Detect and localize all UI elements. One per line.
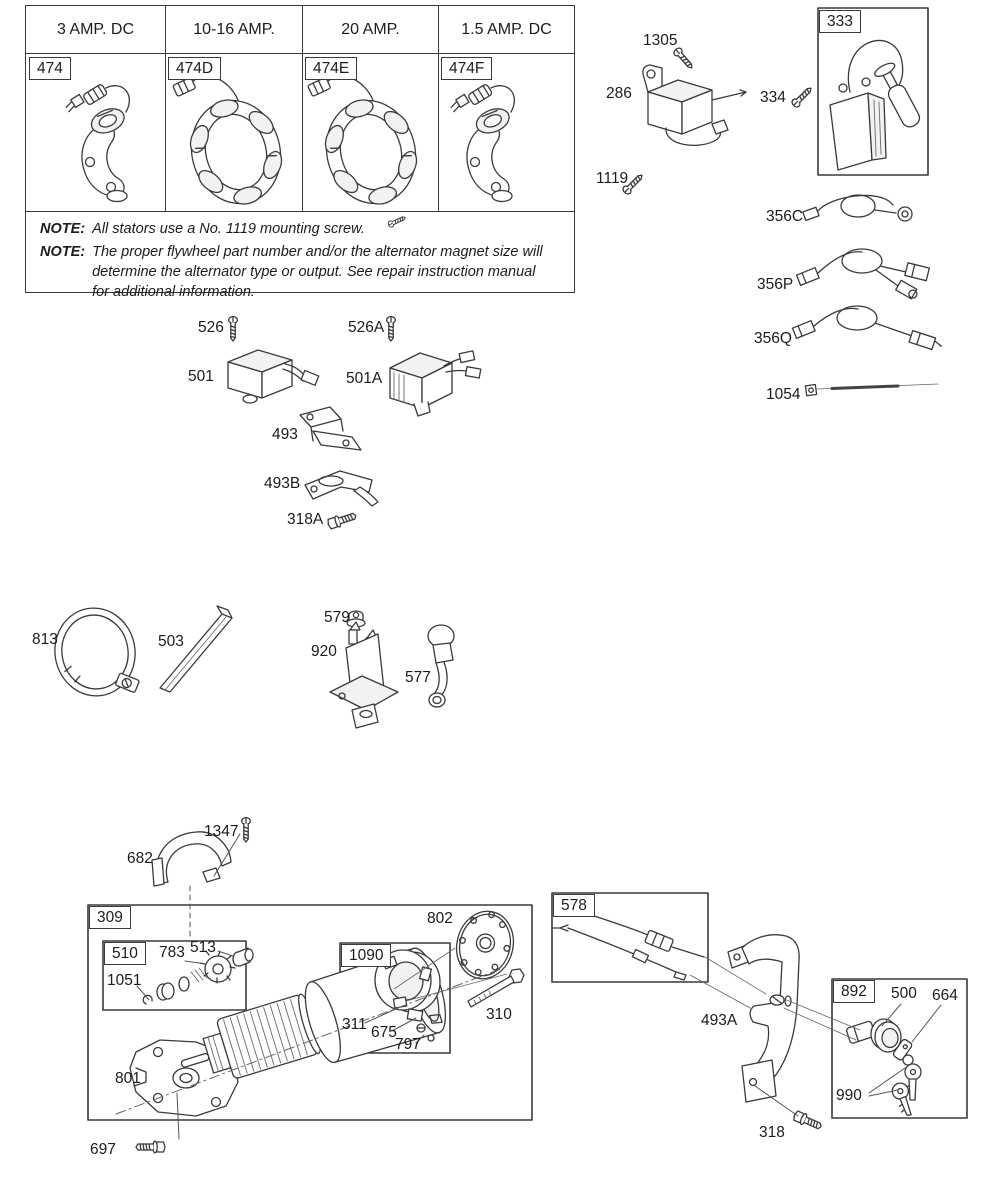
harness-356p-illustration bbox=[796, 249, 929, 300]
bracket-493a-illustration bbox=[728, 935, 799, 1102]
regulator-501-illustration bbox=[228, 350, 319, 403]
part-label-503: 503 bbox=[158, 633, 184, 650]
part-tag-474f: 474F bbox=[441, 57, 492, 80]
wire-356c-illustration bbox=[803, 195, 912, 221]
part-label-783: 783 bbox=[159, 944, 185, 961]
part-label-697: 697 bbox=[90, 1141, 116, 1158]
note-2 bbox=[40, 242, 564, 302]
part-label-577: 577 bbox=[405, 669, 431, 686]
part-label-318: 318 bbox=[759, 1124, 785, 1141]
part-label-501: 501 bbox=[188, 368, 214, 385]
part-label-356c: 356C bbox=[766, 208, 804, 225]
notes-area bbox=[26, 211, 574, 305]
part-label-813: 813 bbox=[32, 631, 58, 648]
screw-526-illustration bbox=[229, 317, 238, 341]
group-tag-309: 309 bbox=[89, 906, 131, 929]
group-tag-333: 333 bbox=[819, 10, 861, 33]
bracket-493-illustration bbox=[300, 407, 361, 450]
lever-577-illustration bbox=[428, 625, 454, 707]
leader-lines bbox=[116, 834, 941, 1139]
part-label-310: 310 bbox=[486, 1006, 512, 1023]
group-tag-578: 578 bbox=[553, 894, 595, 917]
part-label-501a: 501A bbox=[346, 370, 383, 387]
part-label-1051: 1051 bbox=[107, 972, 142, 989]
part-label-1305: 1305 bbox=[643, 32, 678, 49]
column-header-10-16amp: 10-16 AMP. bbox=[166, 6, 303, 54]
part-label-802: 802 bbox=[427, 910, 453, 927]
part-tag-474d: 474D bbox=[168, 57, 221, 80]
part-label-682: 682 bbox=[127, 850, 153, 867]
part-label-356p: 356P bbox=[757, 276, 794, 293]
screw-1347-illustration bbox=[242, 818, 251, 842]
part-tag-474e: 474E bbox=[305, 57, 357, 80]
part-label-493b: 493B bbox=[264, 475, 301, 492]
harness-356q-illustration bbox=[792, 306, 943, 352]
part-label-311: 311 bbox=[342, 1016, 367, 1033]
thumbscrew-illustration bbox=[770, 995, 784, 1005]
part-label-513: 513 bbox=[190, 939, 216, 956]
part-label-664: 664 bbox=[932, 987, 958, 1004]
part-label-1054: 1054 bbox=[766, 386, 801, 403]
note-prefix: NOTE: bbox=[40, 244, 86, 260]
part-label-526a: 526A bbox=[348, 319, 385, 336]
column-header-1-5amp: 1.5 AMP. DC bbox=[439, 6, 574, 54]
part-label-493a: 493A bbox=[701, 1012, 738, 1029]
group-tag-1090: 1090 bbox=[341, 944, 391, 967]
part-label-1119: 1119 bbox=[596, 170, 629, 187]
part-label-356q: 356Q bbox=[754, 330, 792, 347]
group-tag-510: 510 bbox=[104, 942, 146, 965]
bolt-318a-illustration bbox=[326, 510, 357, 530]
group-tag-892: 892 bbox=[833, 980, 875, 1003]
regulator-501a-illustration bbox=[390, 351, 481, 416]
ignition-coil-333-illustration bbox=[830, 41, 924, 170]
bolt-318-illustration bbox=[792, 1110, 823, 1132]
note-text: The proper flywheel part number and/or the alternator magnet size will determine the alternator type or output. See repair instruction manual for additional information. bbox=[92, 244, 543, 300]
part-label-801: 801 bbox=[115, 1070, 141, 1087]
note-1 bbox=[40, 219, 564, 239]
part-label-675: 675 bbox=[371, 1024, 397, 1041]
part-label-990: 990 bbox=[836, 1087, 862, 1104]
bolt-697-illustration bbox=[136, 1141, 165, 1153]
clamp-813-illustration bbox=[48, 602, 143, 706]
part-tag-474: 474 bbox=[29, 57, 71, 80]
part-label-286: 286 bbox=[606, 85, 632, 102]
cable-tie-1054-illustration bbox=[805, 384, 938, 396]
module-286-illustration bbox=[643, 65, 746, 145]
part-label-334: 334 bbox=[760, 89, 786, 106]
note-prefix: NOTE: bbox=[40, 221, 86, 237]
part-label-526: 526 bbox=[198, 319, 224, 336]
column-header-20amp: 20 AMP. bbox=[303, 6, 439, 54]
screw-1305-illustration bbox=[672, 47, 695, 71]
part-label-493: 493 bbox=[272, 426, 298, 443]
note-text: All stators use a No. 1119 mounting screw. bbox=[92, 221, 365, 237]
part-label-500: 500 bbox=[891, 985, 917, 1002]
stator-table bbox=[25, 5, 575, 300]
bracket-920-illustration bbox=[330, 622, 398, 728]
screw-526a-illustration bbox=[387, 317, 396, 341]
bracket-493b-illustration bbox=[305, 471, 378, 506]
screw-334-illustration bbox=[790, 85, 813, 108]
part-label-797: 797 bbox=[395, 1036, 421, 1053]
part-label-318a: 318A bbox=[287, 511, 324, 528]
part-label-579: 579 bbox=[324, 609, 350, 626]
column-header-3amp: 3 AMP. DC bbox=[26, 6, 166, 54]
endplate-802-illustration bbox=[450, 905, 521, 985]
part-label-1347: 1347 bbox=[204, 823, 239, 840]
part-label-920: 920 bbox=[311, 643, 337, 660]
